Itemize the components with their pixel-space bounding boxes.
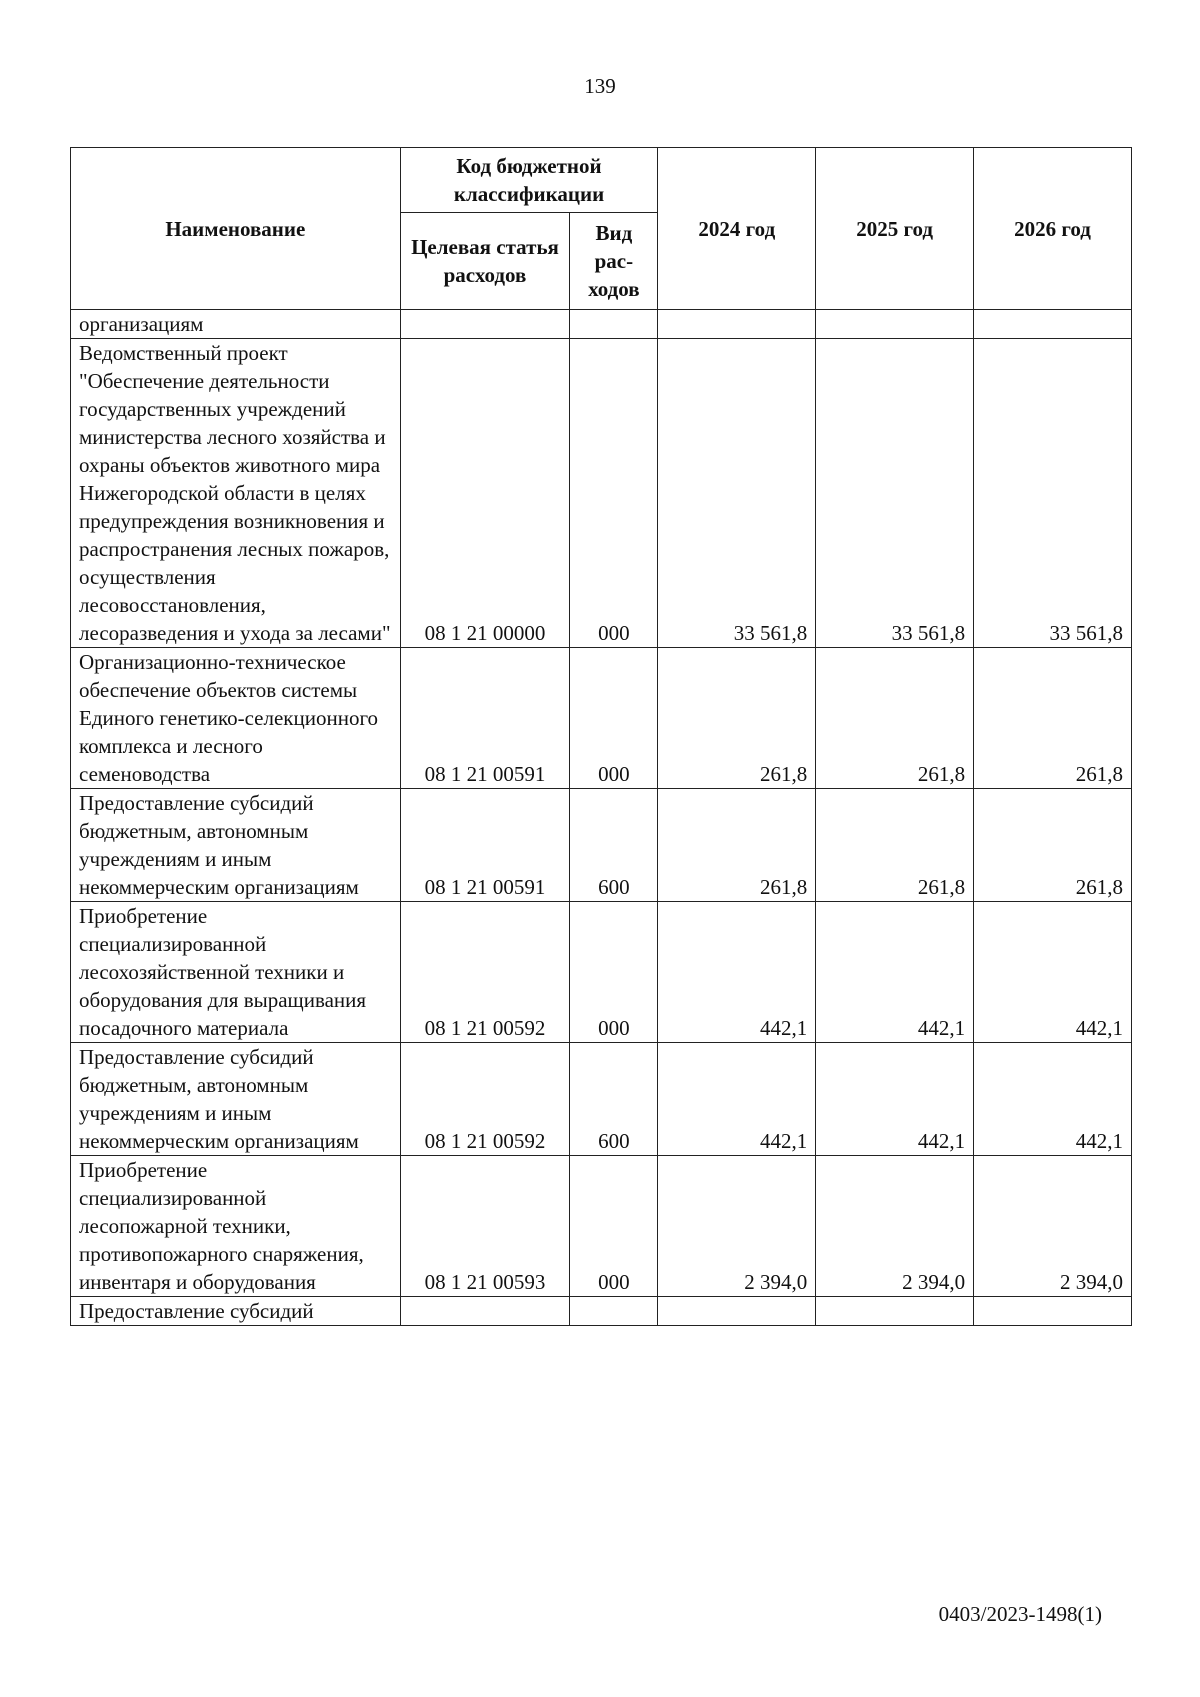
row-target-code: 08 1 21 00591	[400, 789, 570, 902]
row-value-2025: 442,1	[816, 1043, 974, 1156]
row-name: Предоставление субсидий бюджетным, автономным учреждениям и иным некоммерческим организациям	[71, 1043, 401, 1156]
row-target-code	[400, 1297, 570, 1326]
budget-table	[70, 147, 1132, 1326]
row-value-2024: 2 394,0	[658, 1156, 816, 1297]
header-budget-classification: Код бюджетной классификации	[400, 148, 658, 213]
row-name: Организационно-техническое обеспечение объектов системы Единого генетико-селекционного комплекса и лесного семеноводства	[71, 648, 401, 789]
table-row	[71, 648, 1132, 789]
header-expense-type: Вид рас-ходов	[570, 213, 658, 310]
table-row	[71, 1156, 1132, 1297]
row-value-2026	[974, 310, 1132, 339]
table-row	[71, 1043, 1132, 1156]
row-expense-type: 000	[570, 1156, 658, 1297]
header-2025: 2025 год	[816, 148, 974, 310]
header-2026: 2026 год	[974, 148, 1132, 310]
row-value-2024: 261,8	[658, 648, 816, 789]
row-value-2025: 261,8	[816, 648, 974, 789]
row-value-2026: 261,8	[974, 789, 1132, 902]
row-value-2024: 442,1	[658, 902, 816, 1043]
row-name: Приобретение специализированной лесохозяйственной техники и оборудования для выращивания посадочного материала	[71, 902, 401, 1043]
row-value-2026: 2 394,0	[974, 1156, 1132, 1297]
table-row	[71, 789, 1132, 902]
row-target-code: 08 1 21 00592	[400, 902, 570, 1043]
row-expense-type: 000	[570, 902, 658, 1043]
row-target-code: 08 1 21 00592	[400, 1043, 570, 1156]
row-name: Приобретение специализированной лесопожарной техники, противопожарного снаряжения, инвентаря и оборудования	[71, 1156, 401, 1297]
table-row	[71, 1297, 1132, 1326]
row-target-code: 08 1 21 00593	[400, 1156, 570, 1297]
page-number: 139	[584, 74, 616, 98]
row-name: Ведомственный проект "Обеспечение деятельности государственных учреждений министерства лесного хозяйства и охраны объектов животного мира Нижегородской области в целях предупреждения возникновения и распространения лесных пожаров, осуществления лесовосстановления, лесоразведения и ухода за лесами"	[71, 339, 401, 648]
row-name: организациям	[71, 310, 401, 339]
row-value-2024	[658, 310, 816, 339]
row-value-2025	[816, 1297, 974, 1326]
row-expense-type	[570, 310, 658, 339]
row-name: Предоставление субсидий	[71, 1297, 401, 1326]
header-2024: 2024 год	[658, 148, 816, 310]
row-value-2025: 33 561,8	[816, 339, 974, 648]
row-value-2025: 442,1	[816, 902, 974, 1043]
table-row	[71, 339, 1132, 648]
row-value-2025: 261,8	[816, 789, 974, 902]
header-name: Наименование	[71, 148, 401, 310]
table-row	[71, 902, 1132, 1043]
row-name: Предоставление субсидий бюджетным, автономным учреждениям и иным некоммерческим организациям	[71, 789, 401, 902]
row-target-code: 08 1 21 00591	[400, 648, 570, 789]
row-value-2026: 442,1	[974, 902, 1132, 1043]
row-value-2025	[816, 310, 974, 339]
header-target-article: Целевая статья расходов	[400, 213, 570, 310]
row-value-2026	[974, 1297, 1132, 1326]
row-value-2026: 261,8	[974, 648, 1132, 789]
row-value-2024	[658, 1297, 816, 1326]
row-expense-type: 600	[570, 789, 658, 902]
row-value-2024: 261,8	[658, 789, 816, 902]
table-row	[71, 310, 1132, 339]
row-value-2026: 33 561,8	[974, 339, 1132, 648]
row-expense-type: 600	[570, 1043, 658, 1156]
row-value-2024: 442,1	[658, 1043, 816, 1156]
row-value-2026: 442,1	[974, 1043, 1132, 1156]
row-expense-type	[570, 1297, 658, 1326]
row-value-2024: 33 561,8	[658, 339, 816, 648]
row-target-code: 08 1 21 00000	[400, 339, 570, 648]
row-target-code	[400, 310, 570, 339]
document-code: 0403/2023-1498(1)	[938, 1602, 1102, 1626]
row-expense-type: 000	[570, 648, 658, 789]
row-expense-type: 000	[570, 339, 658, 648]
row-value-2025: 2 394,0	[816, 1156, 974, 1297]
